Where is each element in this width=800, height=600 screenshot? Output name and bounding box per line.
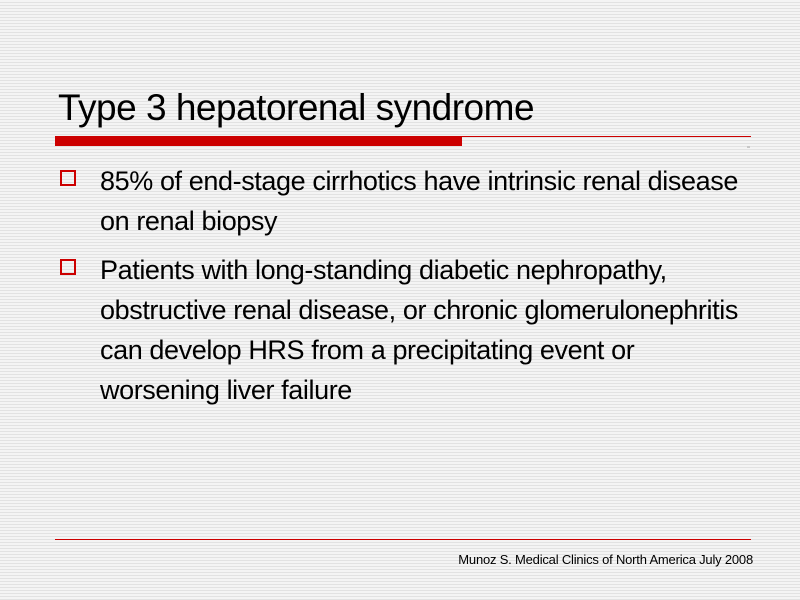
bullet-list (60, 161, 760, 419)
title-underline-thick (55, 136, 462, 146)
square-bullet-icon (60, 259, 76, 275)
title-underline-dot (747, 146, 750, 148)
square-bullet-icon (60, 170, 76, 186)
bullet-text: 85% of end-stage cirrhotics have intrinsic renal disease on renal biopsy (100, 166, 738, 236)
citation: Munoz S. Medical Clinics of North America July 2008 (458, 552, 753, 567)
footer-divider (55, 539, 751, 540)
title-underline-thin (462, 136, 751, 137)
bullet-item (60, 250, 760, 410)
bullet-item (60, 161, 760, 241)
slide-title: Type 3 hepatorenal syndrome (58, 87, 535, 128)
bullet-text: Patients with long-standing diabetic nephropathy, obstructive renal disease, or chronic glomerulonephritis can develop HRS from a precipitating event or worsening liver failure (100, 255, 738, 405)
